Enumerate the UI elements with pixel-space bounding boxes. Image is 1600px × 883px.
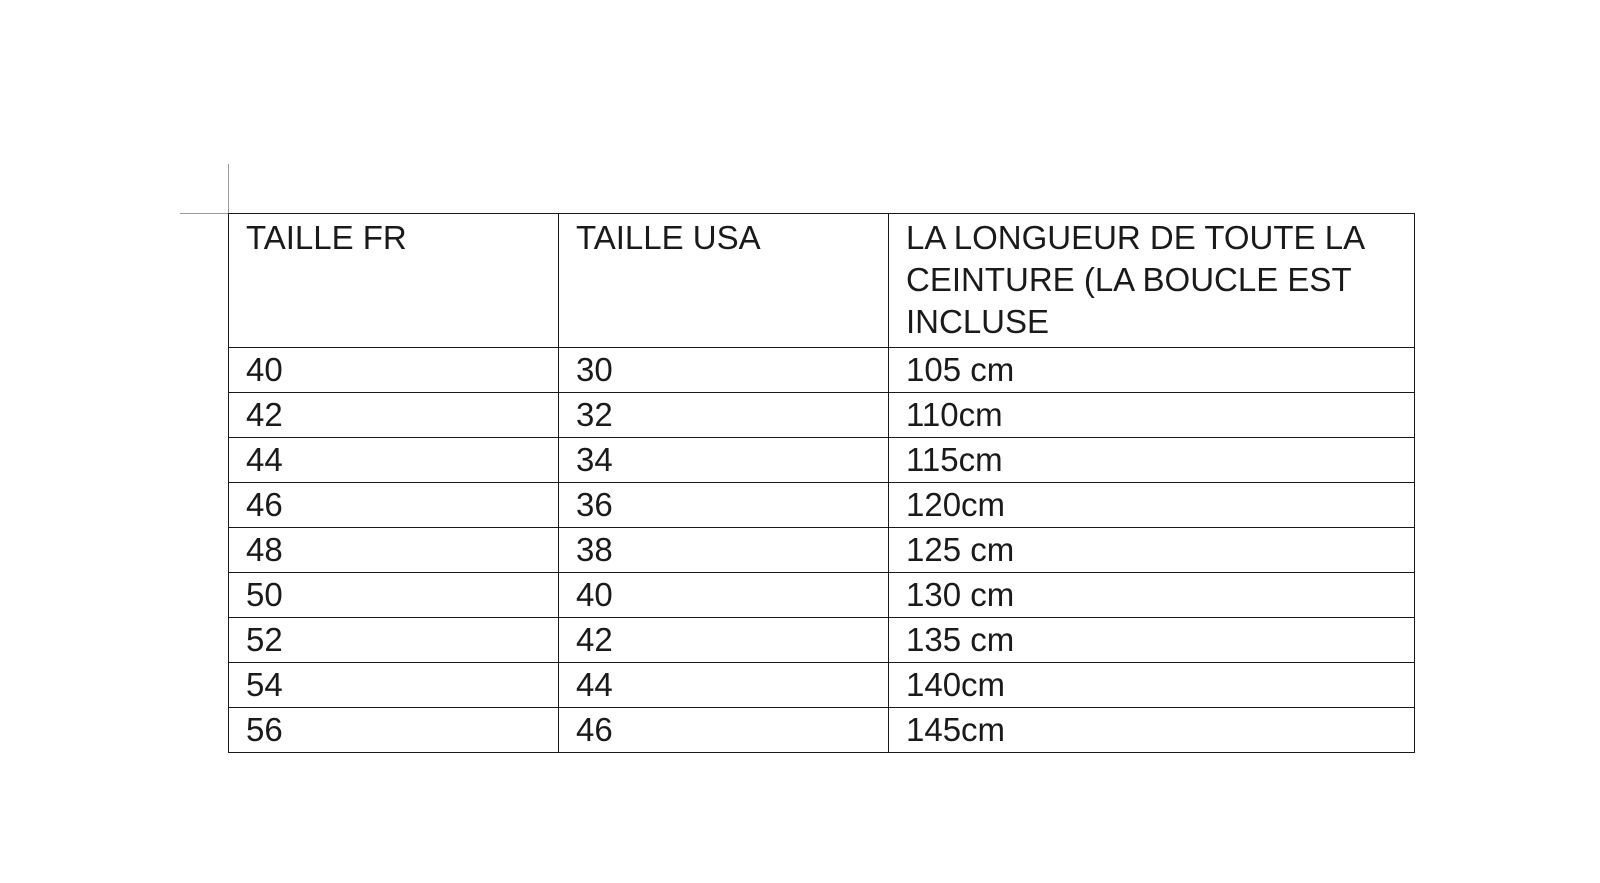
cell-taille-fr: 56	[229, 708, 559, 753]
cell-longueur: 115cm	[889, 438, 1415, 483]
cell-taille-usa: 44	[559, 663, 889, 708]
table-row	[229, 618, 1415, 663]
cell-taille-fr: 40	[229, 348, 559, 393]
cell-taille-fr: 46	[229, 483, 559, 528]
cell-taille-usa: 40	[559, 573, 889, 618]
cell-longueur: 125 cm	[889, 528, 1415, 573]
cell-taille-fr: 50	[229, 573, 559, 618]
cell-longueur: 105 cm	[889, 348, 1415, 393]
cell-longueur: 120cm	[889, 483, 1415, 528]
cell-longueur: 145cm	[889, 708, 1415, 753]
cell-taille-fr: 52	[229, 618, 559, 663]
cell-taille-usa: 32	[559, 393, 889, 438]
table-row	[229, 528, 1415, 573]
table-row	[229, 393, 1415, 438]
cell-longueur: 140cm	[889, 663, 1415, 708]
cell-taille-fr: 42	[229, 393, 559, 438]
table-row	[229, 348, 1415, 393]
header-longueur-ceinture: LA LONGUEUR DE TOUTE LA CEINTURE (LA BOUCLE EST INCLUSE	[889, 214, 1415, 348]
cell-longueur: 135 cm	[889, 618, 1415, 663]
table-row	[229, 573, 1415, 618]
size-table	[228, 213, 1415, 753]
cell-taille-usa: 34	[559, 438, 889, 483]
table-header-row	[229, 214, 1415, 348]
cell-taille-usa: 30	[559, 348, 889, 393]
table-corner-mark-horizontal	[180, 213, 229, 214]
table-row	[229, 438, 1415, 483]
cell-taille-fr: 44	[229, 438, 559, 483]
table-row	[229, 483, 1415, 528]
header-taille-fr: TAILLE FR	[229, 214, 559, 348]
cell-taille-usa: 46	[559, 708, 889, 753]
table-corner-mark-vertical	[228, 164, 229, 214]
header-taille-usa: TAILLE USA	[559, 214, 889, 348]
cell-taille-usa: 42	[559, 618, 889, 663]
cell-longueur: 110cm	[889, 393, 1415, 438]
table-row	[229, 708, 1415, 753]
cell-taille-fr: 48	[229, 528, 559, 573]
cell-taille-usa: 38	[559, 528, 889, 573]
table-row	[229, 663, 1415, 708]
cell-taille-fr: 54	[229, 663, 559, 708]
cell-taille-usa: 36	[559, 483, 889, 528]
cell-longueur: 130 cm	[889, 573, 1415, 618]
